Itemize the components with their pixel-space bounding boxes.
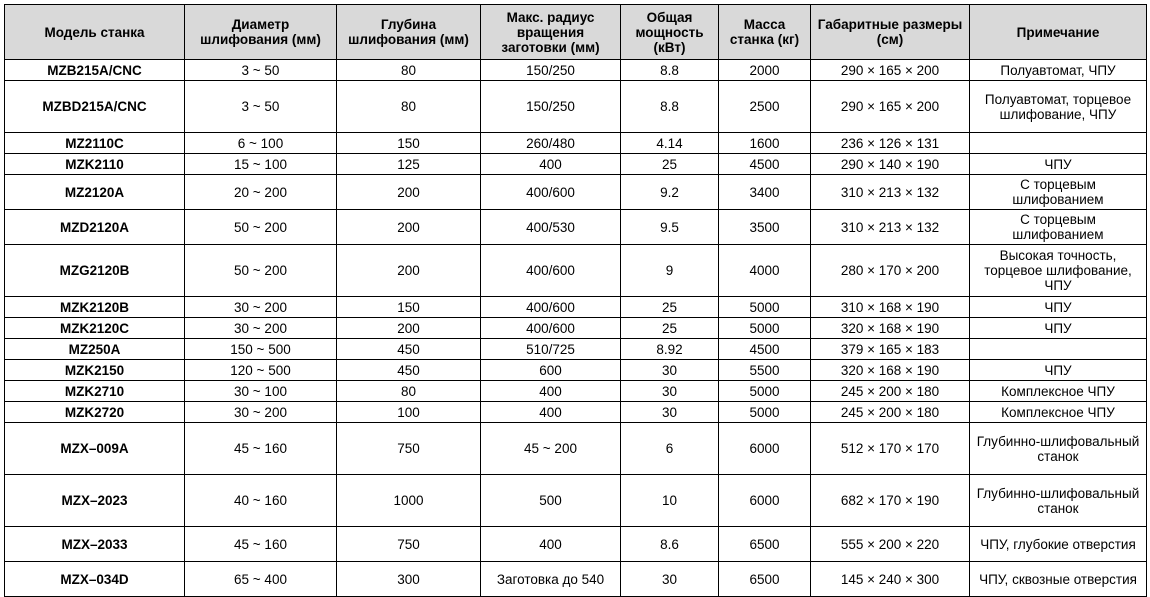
diameter-cell: 45 ~ 160 [185,527,337,562]
radius-cell: 400/600 [481,175,621,210]
mass-cell: 4000 [719,245,811,297]
diameter-cell: 150 ~ 500 [185,339,337,360]
model-cell: MZG2120B [5,245,185,297]
depth-cell: 125 [337,154,481,175]
depth-cell: 450 [337,339,481,360]
model-cell: MZK2120C [5,318,185,339]
model-cell: MZBD215A/CNC [5,81,185,133]
radius-cell: 400/600 [481,318,621,339]
diameter-cell: 20 ~ 200 [185,175,337,210]
table-body [5,60,1147,597]
depth-cell: 450 [337,360,481,381]
diameter-cell: 45 ~ 160 [185,423,337,475]
table-header [5,5,1147,60]
dimensions-cell: 320 × 168 × 190 [811,318,970,339]
mass-cell: 5000 [719,381,811,402]
header-radius: Макс. радиус вращения заготовки (мм) [481,5,621,60]
table-row [5,423,1147,475]
dimensions-cell: 145 × 240 × 300 [811,562,970,597]
table-row [5,133,1147,154]
power-cell: 25 [621,318,719,339]
diameter-cell: 50 ~ 200 [185,210,337,245]
model-cell: MZD2120A [5,210,185,245]
model-cell: MZK2710 [5,381,185,402]
depth-cell: 200 [337,318,481,339]
diameter-cell: 30 ~ 200 [185,318,337,339]
depth-cell: 750 [337,423,481,475]
power-cell: 10 [621,475,719,527]
dimensions-cell: 555 × 200 × 220 [811,527,970,562]
mass-cell: 6500 [719,562,811,597]
mass-cell: 5000 [719,402,811,423]
table-row [5,297,1147,318]
mass-cell: 6000 [719,475,811,527]
radius-cell: Заготовка до 540 [481,562,621,597]
dimensions-cell: 320 × 168 × 190 [811,360,970,381]
radius-cell: 45 ~ 200 [481,423,621,475]
diameter-cell: 3 ~ 50 [185,81,337,133]
diameter-cell: 30 ~ 200 [185,297,337,318]
radius-cell: 400 [481,381,621,402]
model-cell: MZX–034D [5,562,185,597]
model-cell: MZK2720 [5,402,185,423]
mass-cell: 5500 [719,360,811,381]
model-cell: MZX–2033 [5,527,185,562]
radius-cell: 150/250 [481,81,621,133]
table-row [5,81,1147,133]
dimensions-cell: 682 × 170 × 190 [811,475,970,527]
dimensions-cell: 512 × 170 × 170 [811,423,970,475]
radius-cell: 400 [481,527,621,562]
radius-cell: 400/600 [481,245,621,297]
model-cell: MZ250A [5,339,185,360]
depth-cell: 300 [337,562,481,597]
dimensions-cell: 310 × 213 × 132 [811,175,970,210]
diameter-cell: 40 ~ 160 [185,475,337,527]
note-cell [970,133,1147,154]
depth-cell: 150 [337,133,481,154]
power-cell: 6 [621,423,719,475]
model-cell: MZ2120A [5,175,185,210]
header-depth: Глубина шлифования (мм) [337,5,481,60]
dimensions-cell: 310 × 168 × 190 [811,297,970,318]
mass-cell: 4500 [719,339,811,360]
note-cell [970,339,1147,360]
diameter-cell: 15 ~ 100 [185,154,337,175]
depth-cell: 80 [337,81,481,133]
power-cell: 25 [621,154,719,175]
mass-cell: 2500 [719,81,811,133]
radius-cell: 600 [481,360,621,381]
mass-cell: 3500 [719,210,811,245]
depth-cell: 200 [337,210,481,245]
radius-cell: 400/600 [481,297,621,318]
model-cell: MZK2150 [5,360,185,381]
model-cell: MZK2120B [5,297,185,318]
model-cell: MZ2110C [5,133,185,154]
radius-cell: 400 [481,154,621,175]
note-cell: Высокая точность, торцевое шлифование, ЧПУ [970,245,1147,297]
note-cell: Глубинно-шлифовальный станок [970,475,1147,527]
mass-cell: 5000 [719,318,811,339]
dimensions-cell: 245 × 200 × 180 [811,402,970,423]
note-cell: ЧПУ [970,297,1147,318]
depth-cell: 80 [337,381,481,402]
power-cell: 30 [621,360,719,381]
table-row [5,360,1147,381]
header-mass: Масса станка (кг) [719,5,811,60]
note-cell: Полуавтомат, ЧПУ [970,60,1147,81]
power-cell: 30 [621,562,719,597]
dimensions-cell: 379 × 165 × 183 [811,339,970,360]
table-row [5,381,1147,402]
header-dimensions: Габаритные размеры (см) [811,5,970,60]
dimensions-cell: 236 × 126 × 131 [811,133,970,154]
table-row [5,339,1147,360]
table-row [5,210,1147,245]
table-row [5,402,1147,423]
mass-cell: 3400 [719,175,811,210]
note-cell: Комплексное ЧПУ [970,381,1147,402]
mass-cell: 6000 [719,423,811,475]
power-cell: 8.6 [621,527,719,562]
note-cell: С торцевым шлифованием [970,175,1147,210]
radius-cell: 400 [481,402,621,423]
radius-cell: 500 [481,475,621,527]
radius-cell: 260/480 [481,133,621,154]
depth-cell: 200 [337,245,481,297]
model-cell: MZX–009A [5,423,185,475]
diameter-cell: 30 ~ 200 [185,402,337,423]
note-cell: Глубинно-шлифовальный станок [970,423,1147,475]
diameter-cell: 30 ~ 100 [185,381,337,402]
mass-cell: 5000 [719,297,811,318]
dimensions-cell: 290 × 165 × 200 [811,81,970,133]
mass-cell: 1600 [719,133,811,154]
mass-cell: 6500 [719,527,811,562]
model-cell: MZB215A/CNC [5,60,185,81]
power-cell: 9.5 [621,210,719,245]
mass-cell: 4500 [719,154,811,175]
note-cell: ЧПУ, глубокие отверстия [970,527,1147,562]
table-row [5,60,1147,81]
note-cell: ЧПУ [970,318,1147,339]
table-row [5,175,1147,210]
machine-spec-table [4,4,1147,597]
power-cell: 8.92 [621,339,719,360]
dimensions-cell: 310 × 213 × 132 [811,210,970,245]
diameter-cell: 65 ~ 400 [185,562,337,597]
table-row [5,154,1147,175]
dimensions-cell: 280 × 170 × 200 [811,245,970,297]
model-cell: MZX–2023 [5,475,185,527]
dimensions-cell: 290 × 165 × 200 [811,60,970,81]
diameter-cell: 3 ~ 50 [185,60,337,81]
note-cell: Комплексное ЧПУ [970,402,1147,423]
power-cell: 9.2 [621,175,719,210]
radius-cell: 400/530 [481,210,621,245]
power-cell: 4.14 [621,133,719,154]
table-row [5,475,1147,527]
dimensions-cell: 245 × 200 × 180 [811,381,970,402]
note-cell: ЧПУ, сквозные отверстия [970,562,1147,597]
depth-cell: 200 [337,175,481,210]
note-cell: ЧПУ [970,360,1147,381]
radius-cell: 150/250 [481,60,621,81]
diameter-cell: 50 ~ 200 [185,245,337,297]
power-cell: 9 [621,245,719,297]
depth-cell: 80 [337,60,481,81]
radius-cell: 510/725 [481,339,621,360]
depth-cell: 150 [337,297,481,318]
header-model: Модель станка [5,5,185,60]
header-note: Примечание [970,5,1147,60]
diameter-cell: 120 ~ 500 [185,360,337,381]
note-cell: С торцевым шлифованием [970,210,1147,245]
power-cell: 8.8 [621,81,719,133]
header-power: Общая мощность (кВт) [621,5,719,60]
power-cell: 25 [621,297,719,318]
dimensions-cell: 290 × 140 × 190 [811,154,970,175]
header-row [5,5,1147,60]
header-diameter: Диаметр шлифования (мм) [185,5,337,60]
depth-cell: 1000 [337,475,481,527]
mass-cell: 2000 [719,60,811,81]
table-row [5,318,1147,339]
table-row [5,527,1147,562]
power-cell: 30 [621,402,719,423]
power-cell: 30 [621,381,719,402]
power-cell: 8.8 [621,60,719,81]
table-row [5,562,1147,597]
diameter-cell: 6 ~ 100 [185,133,337,154]
table-row [5,245,1147,297]
depth-cell: 750 [337,527,481,562]
note-cell: Полуавтомат, торцевое шлифование, ЧПУ [970,81,1147,133]
model-cell: MZK2110 [5,154,185,175]
note-cell: ЧПУ [970,154,1147,175]
depth-cell: 100 [337,402,481,423]
